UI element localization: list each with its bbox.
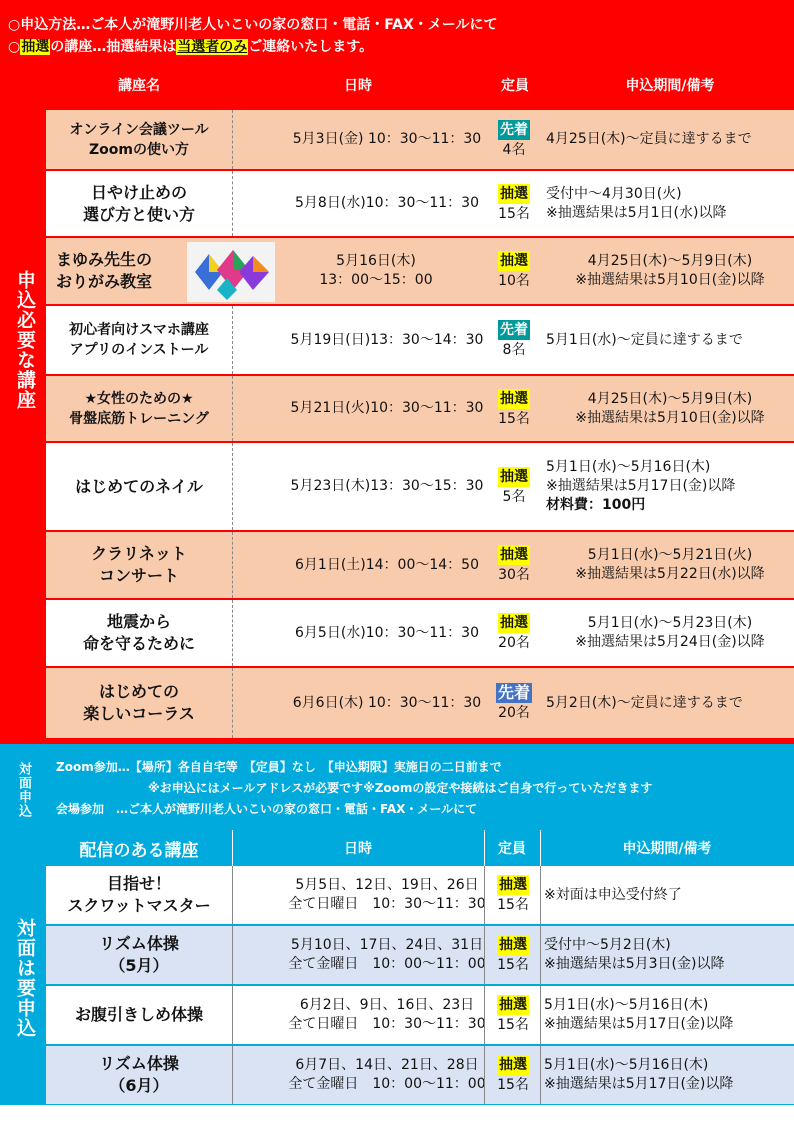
course-name-line: クラリネット — [91, 544, 187, 563]
capacity-count: 20名 — [498, 705, 530, 721]
course-note-line: 4月25日(木)〜定員に達するまで — [546, 131, 752, 147]
streamed-note-line: 5月1日(水)〜5月16日(木) — [544, 1057, 709, 1073]
application-type-badge: 抽選 — [499, 1057, 527, 1073]
course-name-line: Zoomの使い方 — [89, 141, 189, 158]
streamed-note-line: 5月1日(水)〜5月16日(木) — [544, 997, 709, 1013]
col-period-notes: 申込期間/備考 — [625, 78, 715, 94]
capacity-count: 15名 — [497, 1017, 529, 1033]
streamed-datetime-line: 6月2日、9日、16日、23日 — [299, 997, 475, 1013]
course-name — [46, 376, 232, 441]
course-capacity — [492, 443, 536, 530]
venue-info-line: 会場参加 …ご本人が滝野川老人いこいの家の窓口・電話・FAX・メールにて — [56, 802, 478, 816]
streamed-datetime-line: 5月5日、12日、19日、26日 — [295, 877, 479, 893]
course-name-line: 命を守るために — [82, 634, 195, 653]
course-name-line: まゆみ先生の — [56, 250, 153, 269]
capacity-count: 15名 — [497, 897, 529, 913]
course-datetime — [276, 238, 476, 304]
streamed-datetime-line: 全て金曜日 10：00〜11：00 — [288, 1076, 486, 1092]
course-note-line: 4月25日(木)〜5月9日(木) — [587, 253, 753, 269]
application-type-badge: 先着 — [500, 322, 528, 338]
course-datetime-line: 13：00〜15：00 — [319, 272, 433, 288]
course-datetime-line: 6月5日(水)10：30〜11：30 — [295, 624, 479, 641]
streamed-course-name — [46, 986, 232, 1044]
streamed-course-capacity — [484, 926, 541, 984]
application-type-badge: 抽選 — [499, 937, 527, 953]
streamed-course-notes — [540, 1046, 794, 1104]
course-name — [46, 532, 232, 598]
streamed-course-name — [46, 926, 232, 984]
course-capacity — [492, 110, 536, 169]
course-name-line: オンライン会議ツール — [69, 121, 209, 138]
course-name-line: はじめての — [98, 682, 179, 701]
course-datetime-line: 5月16日(木) — [336, 253, 416, 269]
course-capacity — [492, 238, 536, 304]
course-row — [46, 443, 794, 530]
streamed-course-name-line: リズム体操 — [99, 1054, 179, 1073]
streamed-course-notes — [540, 986, 794, 1044]
col-streamed-period: 申込期間/備考 — [622, 841, 712, 857]
winners-only-highlight: 当選者のみ — [177, 39, 248, 55]
course-datetime-line: 5月3日(金) 10：30〜11：30 — [292, 131, 482, 147]
capacity-count: 4名 — [502, 141, 526, 158]
course-datetime-line: 5月19日(日)13：30〜14：30 — [290, 331, 484, 348]
course-note-line: ※抽選結果は5月1日(水)以降 — [546, 204, 727, 221]
streamed-course-capacity — [484, 866, 541, 924]
course-period-notes — [546, 668, 794, 738]
streamed-course-name-line: お腹引きしめ体操 — [74, 1005, 203, 1024]
application-type-badge: 抽選 — [499, 997, 527, 1013]
streamed-course-row — [46, 866, 794, 924]
course-note-line: 5月1日(水)〜定員に達するまで — [546, 331, 743, 348]
course-datetime-line: 5月21日(火)10：30〜11：30 — [290, 400, 484, 416]
course-name — [46, 171, 232, 236]
streamed-note-line: ※抽選結果は5月17日(金)以降 — [544, 1016, 734, 1032]
course-period-notes — [546, 238, 794, 304]
capacity-count: 10名 — [498, 273, 530, 289]
course-name-line: 初心者向けスマホ講座 — [69, 322, 209, 338]
course-name-line: 選び方と使い方 — [82, 204, 195, 224]
course-name — [46, 306, 232, 374]
streamed-course-row — [46, 1046, 794, 1104]
course-name-line: 骨盤底筋トレーニング — [69, 410, 209, 427]
course-period-notes — [546, 443, 794, 530]
streamed-course-name-line: （6月） — [109, 1076, 169, 1095]
course-capacity — [492, 600, 536, 666]
course-period-notes — [546, 171, 794, 236]
course-row — [46, 376, 794, 441]
streamed-course-notes — [540, 926, 794, 984]
course-row — [46, 600, 794, 666]
col-streamed-datetime: 日時 — [344, 841, 372, 857]
course-period-notes — [546, 376, 794, 441]
course-row — [46, 238, 794, 304]
course-capacity — [492, 532, 536, 598]
course-name — [46, 238, 176, 304]
course-name-line: はじめてのネイル — [75, 476, 203, 496]
course-datetime-line: 5月8日(水)10：30〜11：30 — [295, 195, 479, 211]
capacity-count: 20名 — [498, 635, 530, 651]
streamed-note-line: ※抽選結果は5月3日(金)以降 — [544, 956, 725, 972]
streamed-course-row — [46, 926, 794, 984]
application-type-badge: 抽選 — [500, 615, 528, 631]
lottery-note-suffix: ご連絡いたします。 — [248, 39, 374, 55]
course-note-line: 5月1日(水)〜5月21日(火) — [587, 547, 753, 563]
course-name — [46, 668, 232, 738]
course-capacity — [492, 668, 536, 738]
course-datetime-line: 6月6日(木) 10：30〜11：30 — [292, 694, 482, 711]
course-name-line: ★女性のための★ — [84, 390, 194, 407]
course-note-line: ※抽選結果は5月22日(水)以降 — [575, 566, 765, 582]
course-name — [46, 443, 232, 530]
capacity-count: 15名 — [498, 410, 530, 427]
course-capacity — [492, 171, 536, 236]
course-note-line: ※抽選結果は5月24日(金)以降 — [575, 634, 765, 650]
course-period-notes — [546, 532, 794, 598]
course-name-line: おりがみ教室 — [56, 272, 153, 291]
required-application-label: 申込必要な講座 — [14, 270, 36, 410]
course-note-line: 受付中〜4月30日(火) — [546, 185, 682, 202]
streamed-course-name — [46, 1046, 232, 1104]
circle-mark: ○ — [8, 39, 21, 55]
course-datetime-line: 5月23日(木)13：30〜15：30 — [290, 478, 484, 494]
capacity-count: 15名 — [497, 957, 529, 973]
streamed-note-line: ※抽選結果は5月17日(金)以降 — [544, 1076, 734, 1092]
application-type-badge: 先着 — [500, 121, 528, 138]
in-person-apply-label: 対面申込 — [16, 762, 31, 818]
zoom-info-line: Zoom参加…【場所】各自自宅等 【定員】なし 【申込期限】実施日の二日前まで — [56, 760, 502, 774]
capacity-count: 15名 — [497, 1077, 529, 1093]
course-note-line: 4月25日(木)〜5月9日(木) — [587, 390, 753, 407]
streamed-datetime-line: 全て日曜日 10：30〜11：30 — [288, 896, 486, 912]
course-note-line: ※抽選結果は5月17日(金)以降 — [546, 478, 736, 494]
course-name-line: 地震から — [106, 612, 171, 631]
application-type-badge: 抽選 — [499, 877, 527, 893]
lottery-note-mid: の講座…抽選結果は — [50, 39, 177, 55]
course-row — [46, 306, 794, 374]
col-course-name: 講座名 — [118, 78, 160, 94]
header-banner — [0, 0, 794, 62]
lottery-highlight: 抽選 — [21, 39, 50, 55]
course-note-line: 5月2日(木)〜定員に達するまで — [546, 694, 743, 711]
course-period-notes — [546, 306, 794, 374]
apply-method-text: ○申込方法…ご本人が滝野川老人いこいの家の窓口・電話・FAX・メールにて — [8, 17, 498, 33]
course-note-line: ※抽選結果は5月10日(金)以降 — [575, 272, 765, 288]
course-row — [46, 171, 794, 236]
streamed-note-line: 受付中〜5月2日(木) — [544, 937, 671, 953]
application-type-badge: 抽選 — [500, 253, 528, 269]
course-datetime-line: 6月1日(土)14：00〜14：50 — [295, 556, 479, 573]
application-type-badge: 抽選 — [500, 547, 528, 563]
streamed-course-name — [46, 866, 232, 924]
streamed-course-notes — [540, 866, 794, 924]
course-name — [46, 110, 232, 169]
course-row — [46, 532, 794, 598]
lottery-note-text — [8, 36, 373, 56]
course-note-line: ※抽選結果は5月10日(金)以降 — [575, 409, 765, 426]
col-datetime: 日時 — [344, 78, 372, 94]
capacity-count: 30名 — [498, 567, 530, 583]
application-type-badge: 先着 — [497, 683, 530, 702]
course-name-line: 日やけ止めの — [90, 182, 187, 202]
origami-image — [187, 242, 275, 302]
streamed-course-name-line: リズム体操 — [99, 934, 179, 953]
course-name-line: 楽しいコーラス — [83, 704, 195, 723]
streamed-course-capacity — [484, 1046, 541, 1104]
col-streamed-capacity: 定員 — [498, 841, 526, 857]
streamed-datetime-line: 全て金曜日 10：00〜11：00 — [288, 956, 486, 972]
course-capacity — [492, 306, 536, 374]
course-capacity — [492, 376, 536, 441]
streamed-course-name-line: 目指せ！ — [106, 874, 171, 893]
course-name-line: アプリのインストール — [69, 342, 209, 358]
course-period-notes — [546, 600, 794, 666]
streamed-course-name-line: スクワットマスター — [67, 896, 211, 915]
course-name — [46, 600, 232, 666]
streamed-datetime-line: 6月7日、14日、21日、28日 — [295, 1057, 479, 1073]
course-note-line: 5月1日(水)〜5月23日(木) — [587, 615, 753, 631]
streamed-course-name-line: （5月） — [109, 956, 169, 975]
course-name-line: コンサート — [98, 566, 179, 585]
col-streamed-course: 配信のある講座 — [79, 840, 199, 861]
course-period-notes — [546, 110, 794, 169]
streamed-datetime-line: 5月10日、17日、24日、31日 — [290, 937, 484, 953]
material-fee-text: 材料費：100円 — [546, 497, 646, 513]
col-capacity: 定員 — [501, 78, 529, 94]
in-person-required-label: 対面は要申込 — [14, 918, 36, 1038]
capacity-count: 8名 — [502, 342, 526, 358]
application-type-badge: 抽選 — [500, 468, 528, 485]
streamed-course-capacity — [484, 986, 541, 1044]
course-row — [46, 110, 794, 169]
capacity-count: 15名 — [498, 205, 530, 222]
course-note-line: 5月1日(水)〜5月16日(木) — [546, 459, 711, 475]
zoom-notice-line: ※お申込にはメールアドレスが必要です※Zoomの設定や接続はご自身で行っていただきます — [148, 781, 653, 795]
streamed-course-row — [46, 986, 794, 1044]
streamed-note-line: ※対面は申込受付終了 — [544, 886, 682, 903]
streamed-datetime-line: 全て日曜日 10：30〜11：30 — [288, 1016, 486, 1032]
application-type-badge: 抽選 — [500, 390, 528, 407]
application-type-badge: 抽選 — [500, 185, 528, 202]
capacity-count: 5名 — [502, 488, 526, 505]
course-row — [46, 668, 794, 738]
